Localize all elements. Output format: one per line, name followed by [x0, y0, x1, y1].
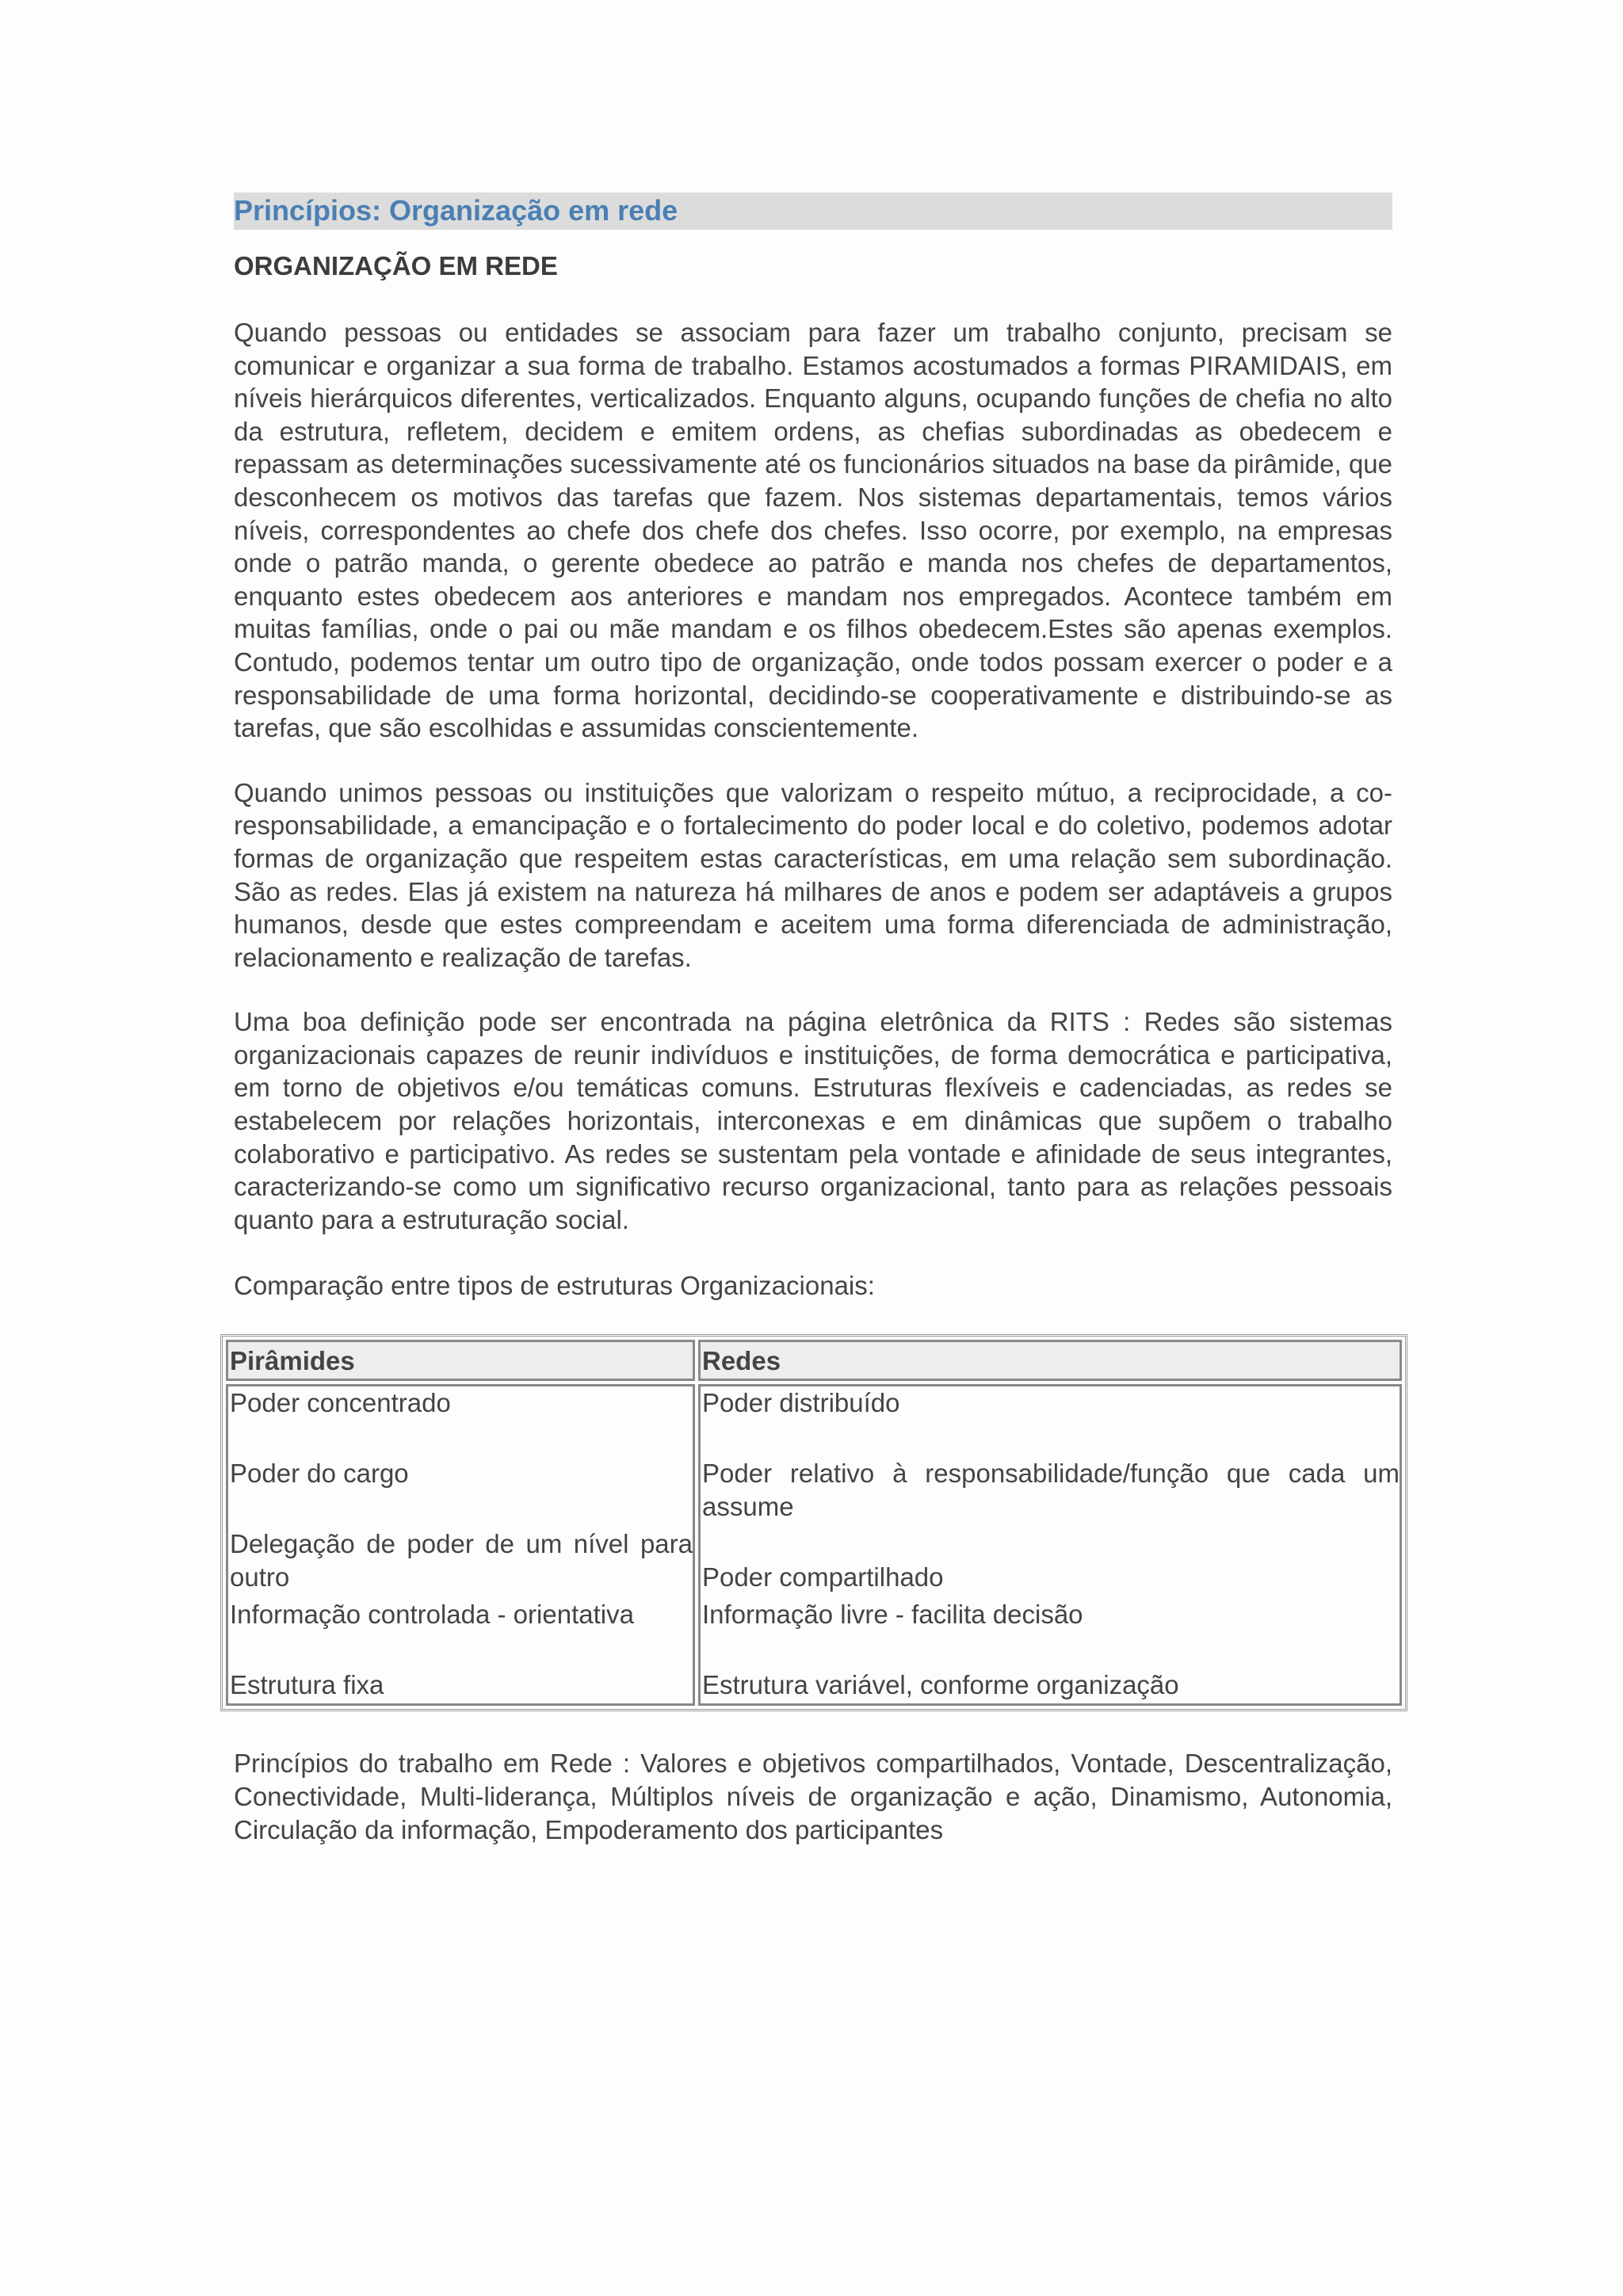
paragraph-3: Uma boa definição pode ser encontrada na página eletrônica da RITS : Redes são sistemas organizacionais capazes de reunir indivíduos e instituições, de forma democrática e participativa, em torno de objetivos e/ou temáticas comuns. Estruturas flexíveis e cadenciadas, as redes se estabelecem por relações horizontais, interconexas e em dinâmicas que supõem o trabalho colaborativo e participativo. As redes se sustentam pela vontade e afinidade de seus integrantes, caracterizando-se como um significativo recurso organizacional, tanto para as relações pessoais quanto para a estruturação social.: [234, 1007, 1392, 1234]
piramides-item: Poder do cargo: [230, 1459, 409, 1489]
closing-paragraph: Princípios do trabalho em Rede : Valores e objetivos compartilhados, Vontade, Descentralização, Conectividade, Multi-liderança, Múltiplos níveis de organização e ação, Dinamismo, Autonomia, Circulação da informação, Empoderamento dos participantes: [234, 1749, 1392, 1844]
comparison-table: [220, 1334, 1407, 1711]
piramides-item: Poder concentrado: [230, 1388, 451, 1418]
piramides-item: Informação controlada - orientativa: [230, 1600, 634, 1630]
paragraph-1: Quando pessoas ou entidades se associam para fazer um trabalho conjunto, precisam se comunicar e organizar a sua forma de trabalho. Estamos acostumados a formas PIRAMIDAIS, em níveis hierárquicos diferentes, verticalizados. Enquanto alguns, ocupando funções de chefia no alto da estrutura, refletem, decidem e emitem ordens, as chefias subordinadas as obedecem e repassam as determinações sucessivamente até os funcionários situados na base da pirâmide, que desconhecem os motivos das tarefas que fazem. Nos sistemas departamentais, temos vários níveis, correspondentes ao chefe dos chefe dos chefes. Isso ocorre, por exemplo, na empresas onde o patrão manda, o gerente obedece ao patrão e manda nos chefes de departamentos, enquanto estes obedecem aos anteriores e mandam nos empregados. Acontece também em muitas famílias, onde o pai ou mãe mandam e os filhos obedecem.Estes são apenas exemplos. Contudo, podemos tentar um outro tipo de organização, onde todos possam exercer o poder e a responsabilidade de uma forma horizontal, decidindo-se cooperativamente e distribuindo-se as tarefas, que são escolhidas e assumidas conscientemente.: [234, 318, 1392, 743]
redes-item: Poder compartilhado: [702, 1562, 944, 1592]
section-title: Princípios: Organização em rede: [234, 193, 1392, 230]
redes-item: Estrutura variável, conforme organização: [702, 1670, 1179, 1700]
table-header-row: [226, 1340, 1402, 1381]
redes-item: Poder distribuído: [702, 1388, 900, 1418]
piramides-item: Estrutura fixa: [230, 1670, 384, 1700]
table-caption: Comparação entre tipos de estruturas Organizacionais:: [234, 1271, 875, 1301]
header-redes: Redes: [698, 1340, 1402, 1381]
paragraph-2: Quando unimos pessoas ou instituições que valorizam o respeito mútuo, a reciprocidade, a co-responsabilidade, a emancipação e o fortalecimento do poder local e do coletivo, podemos adotar formas de organização que respeitem estas características, em uma relação sem subordinação. São as redes. Elas já existem na natureza há milhares de anos e podem ser adaptáveis a grupos humanos, desde que estes compreendam e aceitem uma forma diferenciada de administração, relacionamento e realização de tarefas.: [234, 777, 1392, 972]
redes-item: Informação livre - facilita decisão: [702, 1600, 1083, 1630]
piramides-cell: [226, 1384, 695, 1706]
document-page: [230, 193, 1400, 1846]
header-piramides: Pirâmides: [226, 1340, 695, 1381]
redes-cell: [698, 1384, 1402, 1706]
redes-item: Poder relativo à responsabilidade/função que cada um assume: [702, 1459, 1400, 1522]
table-row: [226, 1384, 1402, 1706]
piramides-item: Delegação de poder de um nível para outro: [230, 1529, 693, 1592]
document-heading: ORGANIZAÇÃO EM REDE: [234, 251, 558, 280]
